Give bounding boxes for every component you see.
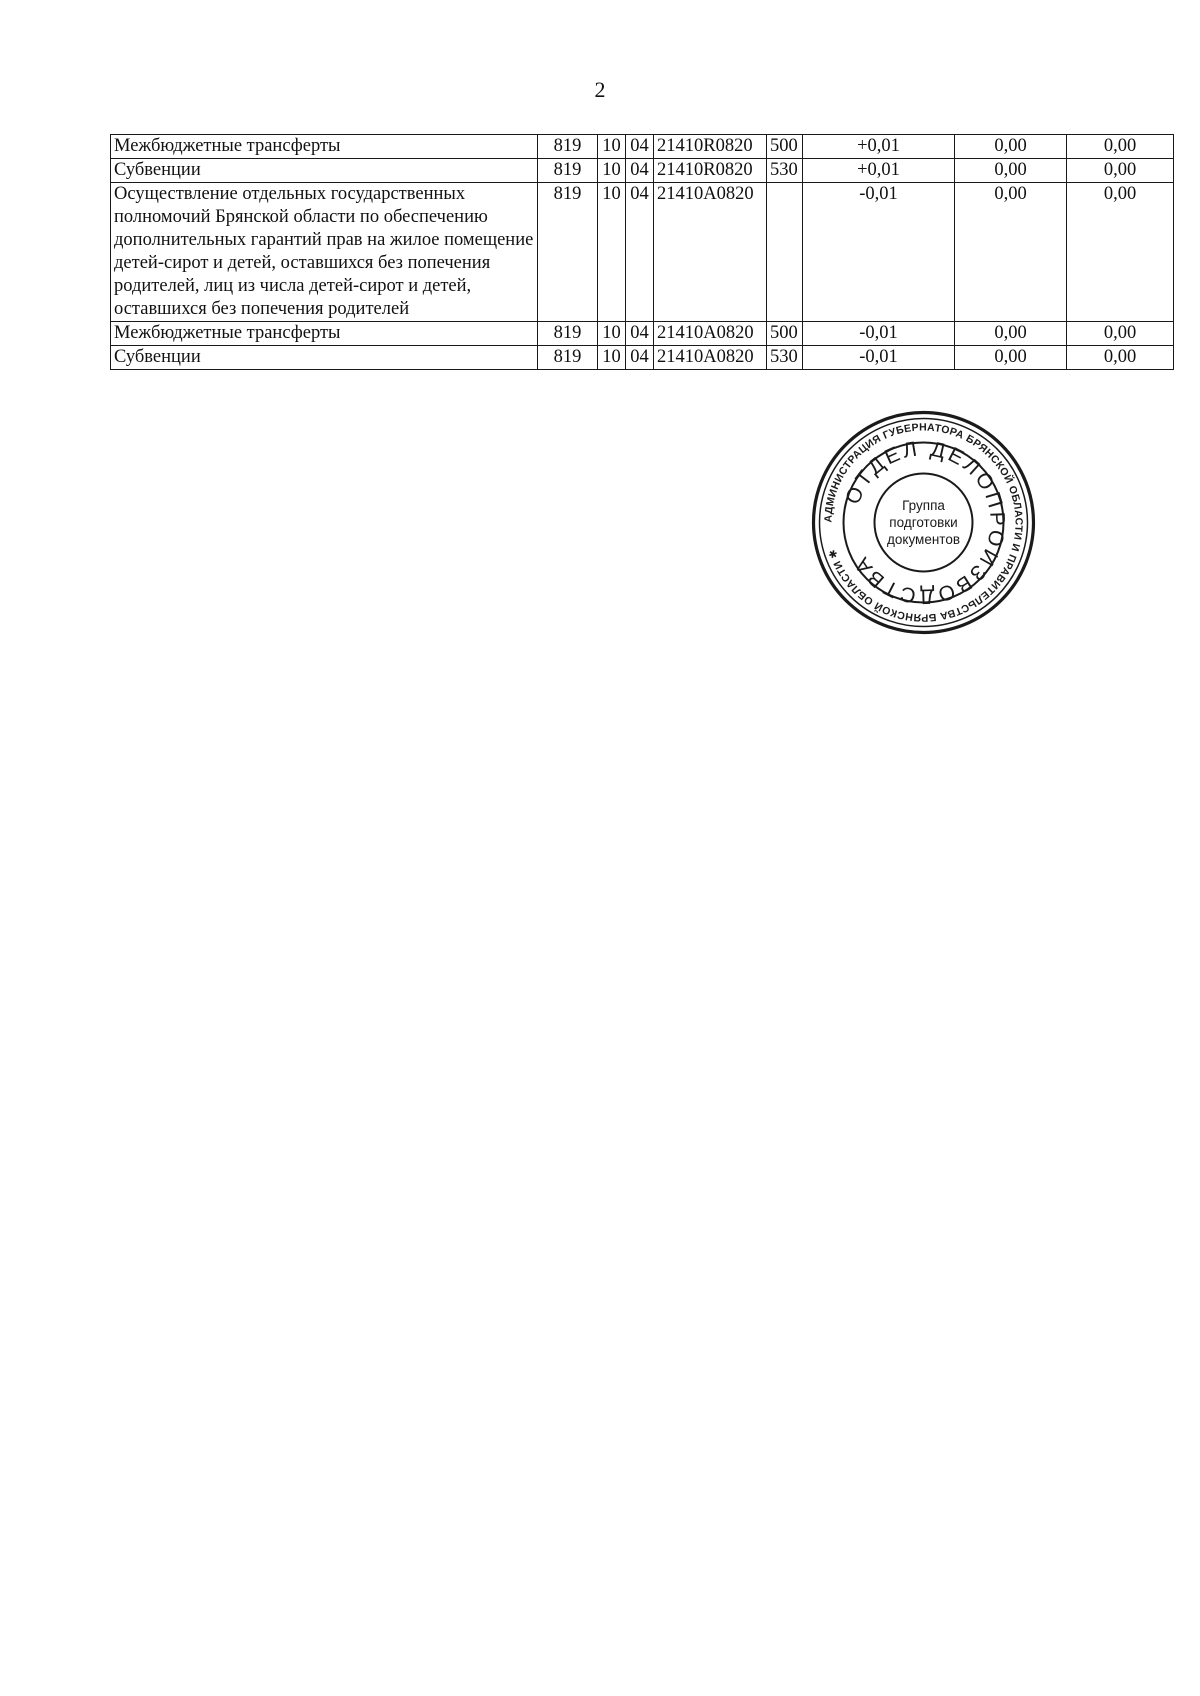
row-grbs: 819 bbox=[538, 159, 598, 183]
table-row bbox=[111, 346, 1174, 370]
row-sum-3: 0,00 bbox=[1067, 322, 1174, 346]
row-name: Субвенции bbox=[111, 346, 538, 370]
row-sum-2: 0,00 bbox=[955, 135, 1067, 159]
row-pr: 04 bbox=[626, 346, 654, 370]
row-rz: 10 bbox=[598, 322, 626, 346]
row-name: Межбюджетные трансферты bbox=[111, 322, 538, 346]
row-grbs: 819 bbox=[538, 346, 598, 370]
row-sum-2: 0,00 bbox=[955, 322, 1067, 346]
row-sum-3: 0,00 bbox=[1067, 135, 1174, 159]
table-row bbox=[111, 159, 1174, 183]
stamp-center-line-2: подготовки bbox=[889, 515, 958, 530]
row-sum-2: 0,00 bbox=[955, 183, 1067, 322]
table-row bbox=[111, 135, 1174, 159]
row-sum-1: -0,01 bbox=[803, 183, 955, 322]
table-row bbox=[111, 183, 1174, 322]
row-sum-1: +0,01 bbox=[803, 135, 955, 159]
row-grbs: 819 bbox=[538, 135, 598, 159]
row-name: Осуществление отдельных государственных полномочий Брянской области по обеспечению дополнительных гарантий прав на жилое помещение детей-сирот и детей, оставшихся без попечения родителей, лиц из числа детей-сирот и детей, оставшихся без попечения родителей bbox=[111, 183, 538, 322]
row-csr: 21410A0820 bbox=[654, 322, 767, 346]
row-pr: 04 bbox=[626, 159, 654, 183]
stamp-outer-text: АДМИНИСТРАЦИЯ ГУБЕРНАТОРА БРЯНСКОЙ ОБЛАСТИ И ПРАВИТЕЛЬСТВА БРЯНСКОЙ ОБЛАСТИ ✱ bbox=[822, 421, 1025, 624]
page-number: 2 bbox=[594, 77, 606, 102]
row-rz: 10 bbox=[598, 135, 626, 159]
row-pr: 04 bbox=[626, 183, 654, 322]
row-pr: 04 bbox=[626, 135, 654, 159]
row-rz: 10 bbox=[598, 159, 626, 183]
row-vr: 500 bbox=[767, 135, 803, 159]
budget-table bbox=[110, 134, 1174, 370]
row-rz: 10 bbox=[598, 346, 626, 370]
row-name: Межбюджетные трансферты bbox=[111, 135, 538, 159]
row-vr: 530 bbox=[767, 159, 803, 183]
office-stamp bbox=[811, 410, 1036, 635]
row-sum-1: +0,01 bbox=[803, 159, 955, 183]
stamp-center-line-3: документов bbox=[887, 532, 960, 547]
row-sum-1: -0,01 bbox=[803, 346, 955, 370]
row-sum-2: 0,00 bbox=[955, 346, 1067, 370]
table-row bbox=[111, 322, 1174, 346]
row-csr: 21410A0820 bbox=[654, 346, 767, 370]
row-grbs: 819 bbox=[538, 322, 598, 346]
row-vr: 500 bbox=[767, 322, 803, 346]
row-sum-3: 0,00 bbox=[1067, 346, 1174, 370]
row-vr bbox=[767, 183, 803, 322]
row-sum-3: 0,00 bbox=[1067, 159, 1174, 183]
stamp-middle-text: ОТДЕЛ ДЕЛОПРОИЗВОДСТВА bbox=[841, 437, 1009, 608]
row-csr: 21410A0820 bbox=[654, 183, 767, 322]
row-sum-1: -0,01 bbox=[803, 322, 955, 346]
row-pr: 04 bbox=[626, 322, 654, 346]
row-csr: 21410R0820 bbox=[654, 135, 767, 159]
stamp-seal bbox=[811, 410, 1036, 635]
row-rz: 10 bbox=[598, 183, 626, 322]
row-csr: 21410R0820 bbox=[654, 159, 767, 183]
row-sum-2: 0,00 bbox=[955, 159, 1067, 183]
stamp-center-line-1: Группа bbox=[902, 498, 945, 513]
row-sum-3: 0,00 bbox=[1067, 183, 1174, 322]
row-name: Субвенции bbox=[111, 159, 538, 183]
row-grbs: 819 bbox=[538, 183, 598, 322]
row-vr: 530 bbox=[767, 346, 803, 370]
